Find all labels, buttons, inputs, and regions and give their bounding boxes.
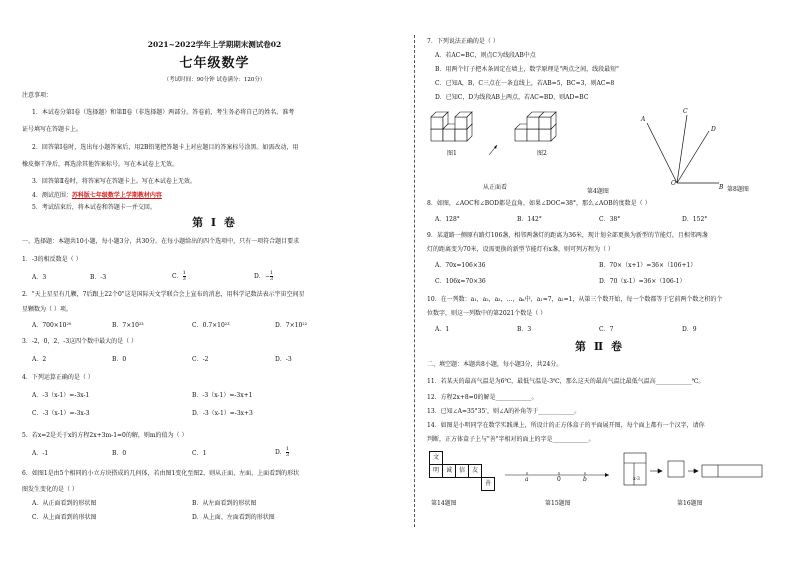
figure-2-caption: 图2 xyxy=(537,150,547,157)
net-cell: 明 xyxy=(429,464,443,478)
q8-option-a[interactable]: A．128° xyxy=(435,216,460,223)
q10-option-c[interactable]: C．7 xyxy=(599,326,614,333)
q7-stem: 7．下列说法正确的是（ ） xyxy=(427,38,499,45)
q13: 13．已知∠A=35°35'，则∠A的补角等于____________。 xyxy=(427,408,581,415)
q1-stem: 1．-3的相反数是（ ） xyxy=(22,256,82,263)
notes-title: 注意事项： xyxy=(22,92,53,99)
section-2-title: 第 Ⅱ 卷 xyxy=(575,340,624,353)
q9-option-a[interactable]: A．70x=106×36 xyxy=(435,262,486,269)
net-cell: 诚 xyxy=(442,464,456,478)
note-5: 5．考试结束后，将本试卷和答题卡一并交回。 xyxy=(32,204,156,211)
front-view-label: 从正面看 xyxy=(483,184,508,191)
note-4: 4．测试范围：苏科版七年级数学上学期教材内容 xyxy=(32,192,162,199)
q3-stem: 3．-2，0，2，-3这四个数中最大的是（ ） xyxy=(22,338,138,345)
q10-option-a[interactable]: A．1 xyxy=(435,326,450,333)
q4-stem: 4．下列运算正确的是（ ） xyxy=(22,374,94,381)
q6-option-c[interactable]: C．从上面看到的形状图 xyxy=(32,514,97,521)
exam-meta: （考试时间：90分钟 试卷满分：120分） xyxy=(163,77,266,83)
net-cell: 友 xyxy=(468,464,482,478)
q3-option-a[interactable]: A．2 xyxy=(32,356,47,363)
q6-option-b[interactable]: B．从左面看到的形状图 xyxy=(192,500,257,507)
axis-label-a: a xyxy=(525,476,529,483)
q9-stem-1: 9．某道路一侧原有路灯106盏，相邻两盏灯的距离为36米，现计划全部更换为新型的节能灯，且相邻两盏 xyxy=(427,232,708,239)
note-2b: 橡皮擦干净后，再选涂其他答案标号。写在本试卷上无效。 xyxy=(22,161,179,168)
q11: 11．若某天的最高气温是为6℃，最低气温是-3℃，那么这天的最高气温比最低气温高____________℃。 xyxy=(427,378,705,385)
exam-page xyxy=(22,35,774,527)
q5-option-b[interactable]: B．0 xyxy=(112,450,127,457)
test-scope: 苏科版七年级数学上学期教材内容 xyxy=(71,192,162,199)
note-3: 3．回答第Ⅱ卷时，将答案写在答题卡上。写在本试卷上无效。 xyxy=(32,178,196,185)
q8-stem: 8．如图，∠AOC和∠BOD都是直角，如果∠DOC=38°，那么∠AOB的度数是（ ） xyxy=(427,200,651,207)
column-divider xyxy=(414,35,415,527)
q12: 12．方程2x+8=0的解是____________。 xyxy=(427,394,538,401)
exam-title: 2021~2022学年上学期期末测试卷02 xyxy=(147,40,282,49)
label-o: O xyxy=(671,180,676,187)
q6-option-a[interactable]: A．从正面看到的形状图 xyxy=(32,500,97,507)
q4-option-a[interactable]: A．-3（x-1）=-3x-1 xyxy=(32,392,90,399)
figure-4-caption: 第4题图 xyxy=(587,188,609,195)
q10-stem-2: 位数字，则这一列数中的第2021个数是（ ） xyxy=(427,310,547,317)
q3-option-c[interactable]: C．-2 xyxy=(192,356,209,363)
q4-option-c[interactable]: C．-3（x-1）=-3x-3 xyxy=(32,410,90,417)
q7-option-b[interactable]: B．用两个钉子把木条固定在墙上，数学原理是"两点之间，线段最短" xyxy=(435,66,619,73)
rect-side-label: x-3 xyxy=(633,477,640,482)
net-cell: 文 xyxy=(429,451,443,465)
q14-stem-2: 判断，正方体盒子上与"善"字相对的面上的字是____________。 xyxy=(427,436,595,443)
q10-stem-1: 10．在一列数：a₁，a₂，a₃，…，aₙ中，a₁=7，a₂=1，从第三个数开始，每一个数都等于它前两个数之积的个 xyxy=(427,296,723,303)
label-b: B xyxy=(719,184,724,191)
q8-option-c[interactable]: C．38° xyxy=(599,216,621,223)
q9-option-b[interactable]: B．70×（x+1）=36×（106+1） xyxy=(599,262,697,269)
q14-stem-1: 14．如图是小明同学在数学实践课上，所设计的正方体盒子的平面展开图，每个面上都有一个汉字，请你 xyxy=(427,422,705,429)
q8-option-b[interactable]: B．142° xyxy=(517,216,542,223)
note-1a: 1．本试卷分第Ⅰ卷（选择题）和第Ⅱ卷（非选择题）两部分。答卷前，考生务必将自己的姓名、准考 xyxy=(32,109,295,116)
q9-option-d[interactable]: D．70（x-1）=36×（106-1） xyxy=(599,278,686,285)
q2-option-a[interactable]: A．700×10²⁰ xyxy=(32,322,72,329)
subject-title: 七年级数学 xyxy=(179,56,250,71)
q2-option-d[interactable]: D．7×10²² xyxy=(275,322,308,329)
q7-option-a[interactable]: A．若AC=BC，则点C为线段AB中点 xyxy=(435,52,536,59)
axis-label-b: b xyxy=(583,476,587,483)
section-1-title: 第 Ⅰ 卷 xyxy=(192,216,237,229)
label-a: A xyxy=(641,116,646,123)
note-1b: 证号填写在答题卡上。 xyxy=(22,126,83,133)
q5-option-c[interactable]: C．1 xyxy=(192,450,207,457)
note-2a: 2．回答第Ⅰ卷时，选出每小题答案后，用2B铅笔把答题卡上对应题目的答案标号涂黑。如需改动，用 xyxy=(32,144,299,151)
q5-stem: 5．若x=2是关于x的方程2x+3m-1=0的解，则m的值为（ ） xyxy=(22,432,188,439)
caption-15: 第15题图 xyxy=(545,500,571,507)
section-2-intro: 二、填空题：本题共8小题，每小题3分，共24分。 xyxy=(427,361,563,368)
label-c: C xyxy=(683,108,688,115)
q6-stem-1: 6．如图1是由5个相同的小立方块搭成的几何体，若由图1变化至图2，则从正面、左面、上面看到的形状 xyxy=(22,470,300,477)
q2-option-c[interactable]: C．0.7×10²³ xyxy=(192,322,230,329)
figure-8-angles xyxy=(637,113,727,193)
q8-option-d[interactable]: D．152° xyxy=(682,216,708,223)
caption-16: 第16题图 xyxy=(677,500,703,507)
figure-1-caption: 图1 xyxy=(447,150,457,157)
q2-stem-1: 2．"天上星星有几颗，7后跟上22个0"这是国际天文学联合会上宣布的消息，用科学记数法表示宇宙空间星 xyxy=(22,291,305,298)
q2-option-b[interactable]: B．7×10²³ xyxy=(112,322,144,329)
q3-option-b[interactable]: B．0 xyxy=(112,356,127,363)
q4-option-b[interactable]: B．-3（x-1）=-3x+1 xyxy=(192,392,253,399)
q2-stem-2: 星颗数为（ ）项。 xyxy=(22,306,72,313)
q5-option-a[interactable]: A．-1 xyxy=(32,450,49,457)
q4-option-d[interactable]: D．-3（x-1）=-3x+3 xyxy=(192,410,253,417)
figure-8-caption: 第8题图 xyxy=(727,186,749,193)
q1-option-b[interactable]: B．-3 xyxy=(90,274,107,281)
q7-option-d[interactable]: D．已知C，D为线段AB上两点，若AC=BD，则AD=BC xyxy=(435,94,589,101)
q10-option-d[interactable]: D．9 xyxy=(682,326,697,333)
label-d: D xyxy=(711,126,716,133)
q1-option-a[interactable]: A．3 xyxy=(32,274,47,281)
figure-1-cubes xyxy=(427,107,627,157)
q3-option-d[interactable]: D．-3 xyxy=(275,356,292,363)
caption-14: 第14题图 xyxy=(431,500,457,507)
q9-option-c[interactable]: C．106x=70×36 xyxy=(435,278,486,285)
net-cell: 善 xyxy=(481,477,495,491)
net-cell: 信 xyxy=(455,464,469,478)
q1-option-c[interactable]: C． $\frac{1}{3}$ xyxy=(172,270,186,282)
section-1-intro: 一、选择题：本题共10小题，每小题3分，共30分。在每小题给出的四个选项中，只有一项符合题目要求 xyxy=(22,238,300,245)
axis-label-zero: 0 xyxy=(557,476,561,483)
q1-option-d[interactable]: D．− $\frac{1}{3}$ xyxy=(254,270,274,282)
q5-option-d[interactable]: D． $\frac{1}{3}$ xyxy=(275,446,289,458)
figure-16-rectangles xyxy=(622,449,772,499)
q9-stem-2: 灯的距离变为70米，设需更换的新型节能灯有x盏，则可列方程为（ ） xyxy=(427,246,614,253)
q6-option-d[interactable]: D．从上面、左面看到的形状图 xyxy=(192,514,275,521)
q10-option-b[interactable]: B．3 xyxy=(517,326,532,333)
q7-option-c[interactable]: C．已知A，B，C三点在一条直线上，若AB=5，BC=3，则AC=8 xyxy=(435,80,615,87)
q6-stem-2: 图发生变化的是（ ） xyxy=(22,486,78,493)
